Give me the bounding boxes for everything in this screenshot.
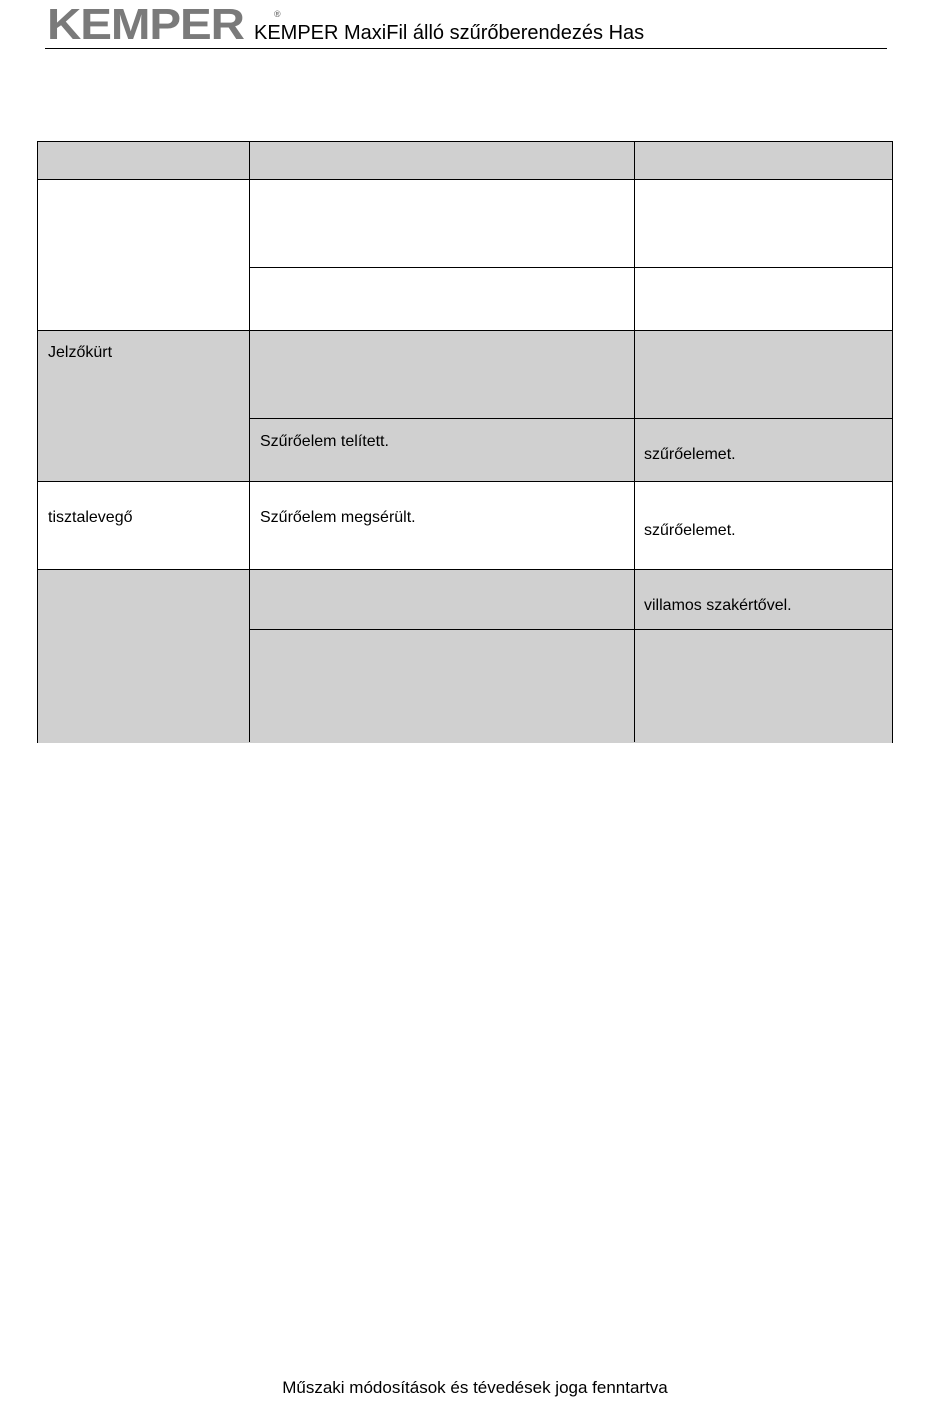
page-footer: Műszaki módosítások és tévedések joga fenntartva (282, 1378, 668, 1397)
table-cell: villamos szakértővel. (644, 597, 792, 614)
table-cell: tisztalevegő (48, 509, 133, 526)
page-header (45, 0, 887, 49)
document-title: KEMPER MaxiFil álló szűrőberendezés Has (254, 22, 645, 44)
troubleshooting-table (37, 141, 893, 743)
table-row-group (38, 180, 892, 331)
table-cell: szűrőelemet. (644, 522, 736, 539)
kemper-logo: KEMPER (47, 0, 244, 49)
table-cell: Szűrőelem megsérült. (260, 509, 416, 526)
table-row-group (38, 482, 892, 570)
table-row-group (38, 331, 892, 482)
table-header-row (38, 142, 892, 180)
table-cell: Jelzőkürt (48, 344, 113, 361)
table-row-group (38, 570, 892, 743)
table-cell: Szűrőelem telített. (260, 433, 389, 450)
table-cell: szűrőelemet. (644, 446, 736, 463)
registered-mark: ® (274, 9, 281, 19)
